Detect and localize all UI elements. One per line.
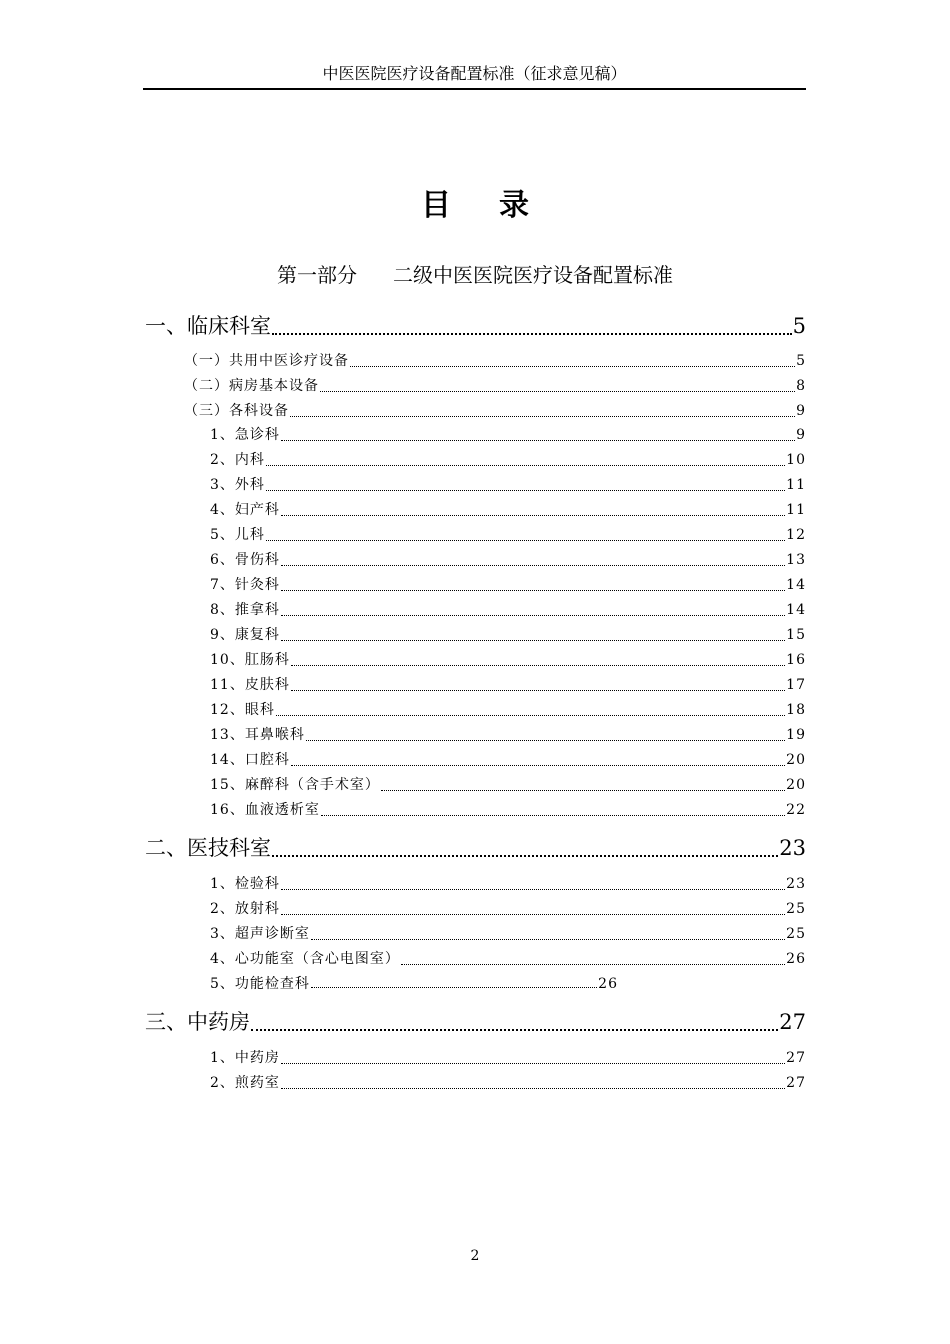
toc-page: 5 bbox=[792, 314, 806, 338]
toc-page: 20 bbox=[786, 752, 806, 768]
toc-entry[interactable] bbox=[184, 351, 806, 371]
toc-entry[interactable] bbox=[210, 450, 806, 470]
toc-label: 16、血液透析室 bbox=[210, 802, 320, 818]
leader-dots bbox=[306, 740, 785, 741]
toc-page: 23 bbox=[786, 876, 806, 892]
leader-dots bbox=[401, 964, 785, 965]
toc-label: 5、儿科 bbox=[210, 527, 265, 543]
toc-page: 26 bbox=[786, 951, 806, 967]
toc-entry[interactable] bbox=[210, 575, 806, 595]
toc-label: 12、眼科 bbox=[210, 702, 275, 718]
title-char-1: 目 bbox=[421, 188, 451, 223]
page-title bbox=[0, 180, 950, 224]
toc-entry[interactable] bbox=[210, 500, 806, 520]
leader-dots bbox=[311, 987, 597, 988]
leader-dots bbox=[281, 565, 785, 566]
part-heading bbox=[0, 260, 950, 290]
toc-page: 17 bbox=[786, 677, 806, 693]
toc-entry[interactable] bbox=[210, 675, 806, 695]
toc-label: 2、放射科 bbox=[210, 901, 280, 917]
toc-label: 一、临床科室 bbox=[145, 314, 271, 338]
toc-page: 12 bbox=[786, 527, 806, 543]
leader-dots bbox=[281, 440, 795, 441]
toc-page: 9 bbox=[796, 403, 806, 419]
toc-label: 15、麻醉科（含手术室） bbox=[210, 777, 380, 793]
toc-entry[interactable] bbox=[184, 401, 806, 421]
leader-dots bbox=[381, 790, 785, 791]
leader-dots bbox=[281, 640, 785, 641]
toc-label: 10、肛肠科 bbox=[210, 652, 290, 668]
leader-dots bbox=[272, 855, 778, 857]
leader-dots bbox=[276, 715, 785, 716]
leader-dots bbox=[291, 765, 785, 766]
toc-section-2[interactable] bbox=[145, 834, 806, 862]
leader-dots bbox=[291, 690, 785, 691]
toc-entry[interactable] bbox=[210, 1048, 806, 1068]
toc-label: 13、耳鼻喉科 bbox=[210, 727, 305, 743]
toc-entry[interactable] bbox=[210, 924, 806, 944]
toc-page: 25 bbox=[786, 901, 806, 917]
toc-page: 26 bbox=[598, 976, 618, 992]
toc-page: 11 bbox=[786, 477, 806, 493]
running-header: 中医医院医疗设备配置标准（征求意见稿） bbox=[143, 62, 806, 90]
toc-label: 三、中药房 bbox=[145, 1010, 250, 1034]
toc-entry[interactable] bbox=[210, 974, 618, 994]
leader-dots bbox=[281, 914, 785, 915]
toc-label: 11、皮肤科 bbox=[210, 677, 290, 693]
toc-label: 4、心功能室（含心电图室） bbox=[210, 951, 400, 967]
toc-label: 二、医技科室 bbox=[145, 836, 271, 860]
toc-entry[interactable] bbox=[210, 750, 806, 770]
toc-entry[interactable] bbox=[210, 700, 806, 720]
toc-entry[interactable] bbox=[210, 775, 806, 795]
leader-dots bbox=[281, 615, 785, 616]
toc-entry[interactable] bbox=[210, 425, 806, 445]
leader-dots bbox=[290, 416, 795, 417]
toc-label: 1、中药房 bbox=[210, 1050, 280, 1066]
toc-entry[interactable] bbox=[210, 650, 806, 670]
toc-section-3[interactable] bbox=[145, 1008, 806, 1036]
toc-label: 3、超声诊断室 bbox=[210, 926, 310, 942]
toc-page: 25 bbox=[786, 926, 806, 942]
toc-entry[interactable] bbox=[210, 874, 806, 894]
toc-entry[interactable] bbox=[210, 550, 806, 570]
toc-label: 5、功能检查科 bbox=[210, 976, 310, 992]
leader-dots bbox=[266, 540, 785, 541]
toc-entry[interactable] bbox=[210, 899, 806, 919]
part-number: 第一部分 bbox=[277, 263, 357, 287]
toc-label: 6、骨伤科 bbox=[210, 552, 280, 568]
toc-page: 9 bbox=[796, 427, 806, 443]
leader-dots bbox=[281, 590, 785, 591]
toc-page: 14 bbox=[786, 577, 806, 593]
leader-dots bbox=[272, 333, 792, 335]
toc-page: 27 bbox=[786, 1075, 806, 1091]
toc-page: 23 bbox=[779, 836, 806, 860]
toc-page: 14 bbox=[786, 602, 806, 618]
toc-entry[interactable] bbox=[210, 725, 806, 745]
toc-label: （三）各科设备 bbox=[184, 403, 289, 419]
toc-label: （二）病房基本设备 bbox=[184, 378, 319, 394]
toc-page: 22 bbox=[786, 802, 806, 818]
toc-page: 16 bbox=[786, 652, 806, 668]
toc-label: 2、内科 bbox=[210, 452, 265, 468]
toc-label: 2、煎药室 bbox=[210, 1075, 280, 1091]
toc-entry[interactable] bbox=[184, 376, 806, 396]
toc-page: 8 bbox=[796, 378, 806, 394]
toc-entry[interactable] bbox=[210, 525, 806, 545]
toc-label: 7、针灸科 bbox=[210, 577, 280, 593]
leader-dots bbox=[350, 366, 795, 367]
toc-page: 11 bbox=[786, 502, 806, 518]
toc-page: 27 bbox=[786, 1050, 806, 1066]
toc-entry[interactable] bbox=[210, 800, 806, 820]
part-name: 二级中医医院医疗设备配置标准 bbox=[393, 263, 673, 287]
leader-dots bbox=[251, 1029, 778, 1031]
toc-page: 27 bbox=[779, 1010, 806, 1034]
toc-page: 19 bbox=[786, 727, 806, 743]
toc-label: 1、急诊科 bbox=[210, 427, 280, 443]
toc-page: 18 bbox=[786, 702, 806, 718]
toc-page: 20 bbox=[786, 777, 806, 793]
toc-page: 5 bbox=[796, 353, 806, 369]
leader-dots bbox=[321, 815, 785, 816]
leader-dots bbox=[311, 939, 785, 940]
toc-label: 9、康复科 bbox=[210, 627, 280, 643]
leader-dots bbox=[281, 1088, 785, 1089]
toc-label: 14、口腔科 bbox=[210, 752, 290, 768]
toc-label: 4、妇产科 bbox=[210, 502, 280, 518]
leader-dots bbox=[320, 391, 795, 392]
toc-label: 3、外科 bbox=[210, 477, 265, 493]
leader-dots bbox=[281, 1063, 785, 1064]
page-number: 2 bbox=[470, 1248, 480, 1264]
toc-label: 8、推拿科 bbox=[210, 602, 280, 618]
leader-dots bbox=[291, 665, 785, 666]
toc-entry[interactable] bbox=[210, 949, 806, 969]
leader-dots bbox=[266, 465, 785, 466]
leader-dots bbox=[281, 515, 785, 516]
toc-entry[interactable] bbox=[210, 625, 806, 645]
toc-section-1[interactable] bbox=[145, 312, 806, 340]
toc-page: 10 bbox=[786, 452, 806, 468]
leader-dots bbox=[266, 490, 785, 491]
toc-page: 15 bbox=[786, 627, 806, 643]
toc-label: （一）共用中医诊疗设备 bbox=[184, 353, 349, 369]
title-char-2: 录 bbox=[499, 188, 529, 223]
leader-dots bbox=[281, 889, 785, 890]
toc-entry[interactable] bbox=[210, 600, 806, 620]
toc-page: 13 bbox=[786, 552, 806, 568]
toc-label: 1、检验科 bbox=[210, 876, 280, 892]
toc-entry[interactable] bbox=[210, 1073, 806, 1093]
toc-entry[interactable] bbox=[210, 475, 806, 495]
